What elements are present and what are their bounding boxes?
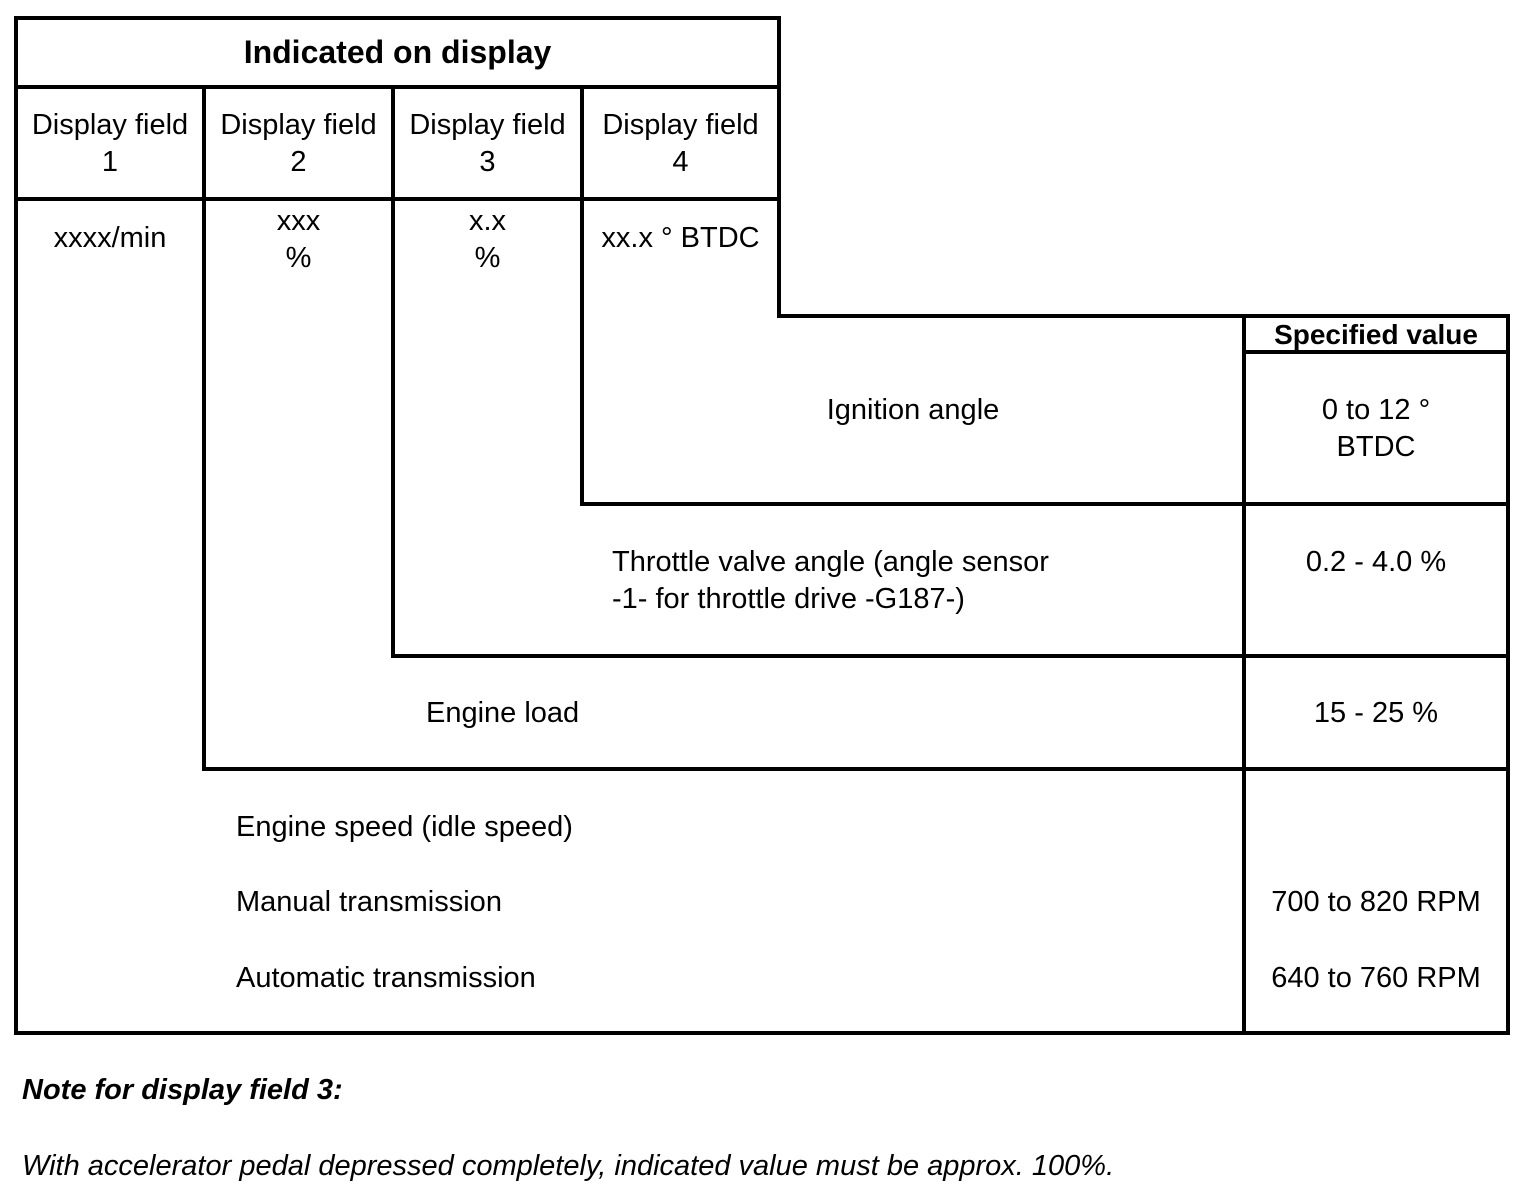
display-field-4-label: Display field — [602, 109, 759, 141]
display-field-3-number: 3 — [479, 146, 496, 178]
display-field-2-number: 2 — [290, 146, 307, 178]
display-value-3-unit: % — [474, 242, 501, 274]
display-field-1-number: 1 — [101, 146, 119, 178]
engine-load-value: 15 - 25 % — [1313, 697, 1439, 729]
note-title: Note for display field 3: — [22, 1074, 343, 1106]
display-field-2-label: Display field — [220, 109, 377, 141]
display-value-2-top: xxx — [276, 205, 321, 237]
display-field-4-number: 4 — [672, 146, 689, 178]
display-value-1: xxxx/min — [53, 222, 167, 254]
display-field-1-label: Display field — [31, 109, 189, 141]
display-value-4: xx.x ° BTDC — [601, 222, 760, 254]
header-title: Indicated on display — [243, 34, 552, 70]
manual-transmission-value: 700 to 820 RPM — [1271, 886, 1481, 918]
throttle-valve-label-line2: -1- for throttle drive -G187-) — [612, 583, 965, 615]
display-field-4-header — [582, 107, 779, 181]
engine-load-label: Engine load — [426, 697, 580, 729]
display-value-3-top: x.x — [468, 205, 507, 237]
engine-speed-label: Engine speed (idle speed) — [236, 811, 573, 843]
display-field-2-header — [204, 107, 393, 181]
ignition-angle-value-line1: 0 to 12 ° — [1321, 394, 1431, 426]
ignition-angle-label: Ignition angle — [826, 394, 1000, 426]
display-field-3-header — [393, 107, 582, 181]
note-text: With accelerator pedal depressed completely, indicated value must be approx. 100%. — [22, 1150, 1115, 1182]
manual-transmission-label: Manual transmission — [236, 886, 502, 918]
throttle-valve-label — [612, 544, 1049, 618]
ignition-angle-value — [1244, 392, 1508, 466]
specified-value-header: Specified value — [1274, 319, 1478, 350]
throttle-valve-label-line1: Throttle valve angle (angle sensor — [612, 546, 1049, 578]
display-field-3-label: Display field — [409, 109, 566, 141]
display-field-1-header — [16, 107, 204, 181]
automatic-transmission-value: 640 to 760 RPM — [1271, 962, 1481, 994]
display-value-3 — [393, 203, 582, 277]
display-value-2 — [204, 203, 393, 277]
display-value-2-unit: % — [285, 242, 312, 274]
throttle-valve-value: 0.2 - 4.0 % — [1305, 546, 1447, 578]
automatic-transmission-label: Automatic transmission — [236, 962, 536, 994]
ignition-angle-value-line2: BTDC — [1336, 431, 1416, 463]
